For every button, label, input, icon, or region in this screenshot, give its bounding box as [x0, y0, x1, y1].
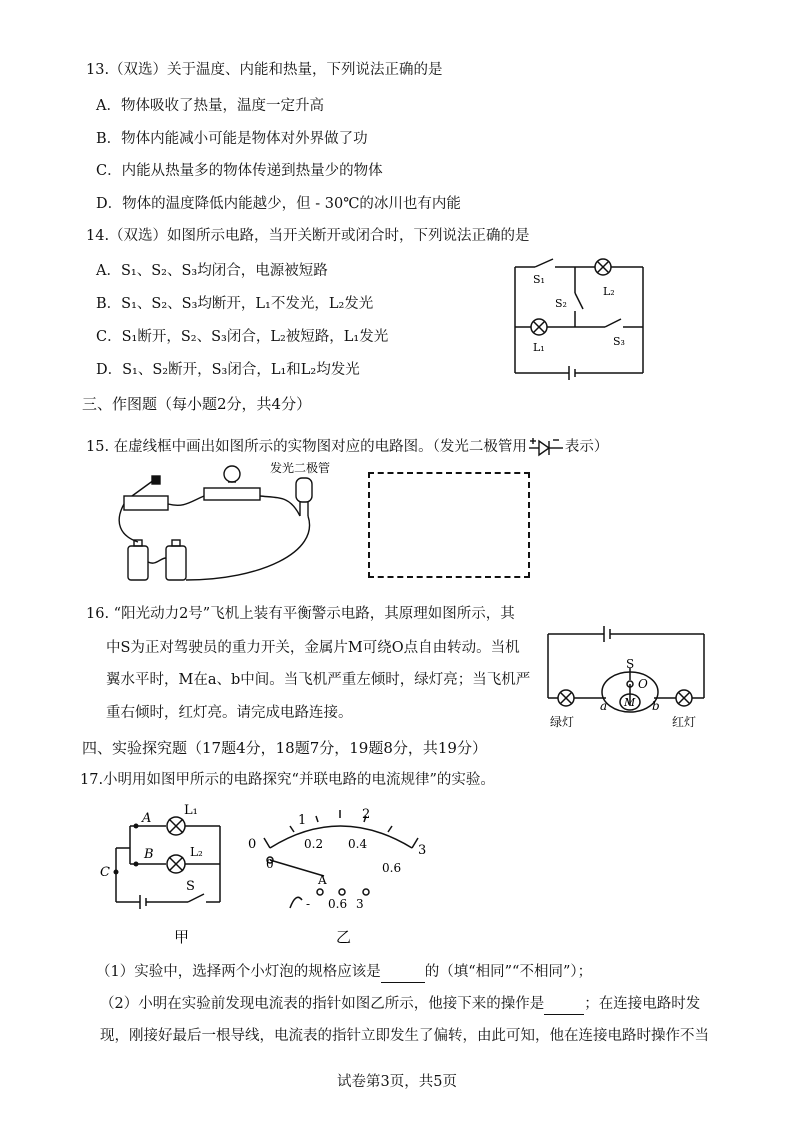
q16-label-red-lamp: 红灯: [672, 715, 697, 729]
meter-top-tick-1: 1: [298, 813, 307, 828]
q15-led-label: 发光二极管: [270, 462, 331, 475]
meter-unit-label: A: [318, 873, 327, 887]
q17-sub-2-text-a: （2）小明在实验前发现电流表的指针如图乙所示，他接下来的操作是: [100, 996, 545, 1012]
q17-label-a: A: [142, 811, 152, 826]
q17-label-c: C: [100, 865, 110, 880]
q16-line-4: 重右倾时，红灯亮。请完成电路连接。: [106, 705, 353, 721]
q17-figure-yi-ammeter: [240, 796, 440, 948]
q16-label-b: b: [652, 699, 660, 713]
q15-stem: [86, 436, 608, 458]
q14-label-s3: S₃: [613, 335, 625, 348]
q16-label-m: M: [624, 696, 636, 709]
meter-bottom-tick-0: 0: [266, 857, 274, 871]
meter-top-tick-0: 0: [248, 837, 257, 852]
q13-option-d: D．物体的温度降低内能越少，但 - 30℃的冰川也有内能: [96, 196, 461, 212]
q17-sub-2-answer-blank[interactable]: [544, 994, 584, 1015]
q17-sub-1-answer-blank[interactable]: [381, 962, 425, 983]
meter-terminal-negative: -: [306, 897, 311, 911]
q17-sub-2: [100, 994, 700, 1015]
q14-option-d: D．S₁、S₂断开，S₃闭合，L₁和L₂均发光: [96, 362, 360, 378]
q17-label-l2: L₂: [190, 845, 203, 859]
meter-bottom-tick-3: 0.6: [382, 861, 402, 875]
q17-sub-1-text-a: （1）实验中，选择两个小灯泡的规格应该是: [96, 964, 381, 980]
q16-label-a: a: [600, 699, 608, 713]
q17-label-jia: 甲: [174, 928, 190, 946]
q16-line-1: 16. “阳光动力2号”飞机上装有平衡警示电路，其原理如图所示，其: [86, 606, 515, 622]
q17-sub-1: [96, 962, 592, 983]
page-footer: 试卷第3页，共5页: [337, 1074, 457, 1090]
q14-label-s2: S₂: [555, 297, 567, 310]
q13-stem: 13.（双选）关于温度、内能和热量，下列说法正确的是: [86, 62, 443, 78]
meter-bottom-tick-1: 0.2: [304, 837, 324, 851]
q14-label-l2: L₂: [603, 285, 615, 298]
q16-label-o: O: [638, 677, 648, 691]
q17-sub-1-text-b: 的（填“相同”“不相同”）；: [424, 964, 593, 980]
q14-stem: 14.（双选）如图所示电路，当开关断开或闭合时，下列说法正确的是: [86, 228, 530, 244]
q17-sub-2-continued: 现，刚接好最后一根导线，电流表的指针立即发生了偏转，由此可知，他在连接电路时操作不当: [100, 1028, 709, 1044]
q17-stem: 17.小明用如图甲所示的电路探究“并联电路的电流规律”的实验。: [80, 772, 495, 788]
q14-option-b: B．S₁、S₂、S₃均断开，L₁不发光，L₂发光: [96, 296, 374, 312]
q17-sub-2-text-b: ；在连接电路时发: [584, 996, 701, 1012]
q16-line-2: 中S为正对驾驶员的重力开关，金属片M可绕O点自由转动。当机: [106, 640, 520, 656]
q16-label-s: S: [626, 657, 635, 671]
q13-option-b: B．物体内能减小可能是物体对外界做了功: [96, 131, 368, 147]
q17-label-s: S: [186, 879, 195, 894]
q14-circuit-diagram: [505, 255, 655, 385]
q15-stem-part-1: 15. 在虚线框中画出如图所示的实物图对应的电路图。（发光二极管用: [86, 439, 527, 455]
q17-label-l1: L₁: [184, 803, 198, 818]
meter-top-tick-3: 3: [418, 843, 427, 858]
led-symbol-icon: [527, 436, 565, 458]
q16-line-3: 翼水平时，M在a、b中间。当飞机严重左倾时，绿灯亮；当飞机严: [106, 672, 531, 688]
q17-figure-jia: [96, 796, 256, 948]
meter-bottom-tick-2: 0.4: [348, 837, 368, 851]
q14-label-l1: L₁: [533, 341, 545, 354]
section-3-heading: 三、作图题（每小题2分，共4分）: [82, 395, 312, 413]
q14-label-s1: S₁: [533, 273, 545, 286]
section-4-heading: 四、实验探究题（17题4分，18题7分，19题8分，共19分）: [82, 739, 487, 757]
q15-physical-circuit: [110, 462, 340, 592]
q16-alarm-circuit: [538, 606, 718, 736]
q15-stem-part-2: 表示）: [564, 439, 609, 455]
q17-label-yi: 乙: [336, 928, 352, 946]
q16-label-green-lamp: 绿灯: [550, 715, 575, 729]
q14-option-a: A．S₁、S₂、S₃均闭合，电源被短路: [96, 263, 328, 279]
meter-terminal-3: 3: [356, 897, 364, 911]
meter-top-tick-2: 2: [362, 807, 371, 822]
q13-option-a: A．物体吸收了热量，温度一定升高: [96, 98, 324, 114]
q17-label-b: B: [144, 847, 154, 862]
q13-option-c: C．内能从热量多的物体传递到热量少的物体: [96, 163, 383, 179]
q15-answer-box[interactable]: [368, 472, 530, 578]
q14-option-c: C．S₁断开，S₂、S₃闭合，L₂被短路，L₁发光: [96, 329, 389, 345]
meter-terminal-0-6: 0.6: [328, 897, 348, 911]
